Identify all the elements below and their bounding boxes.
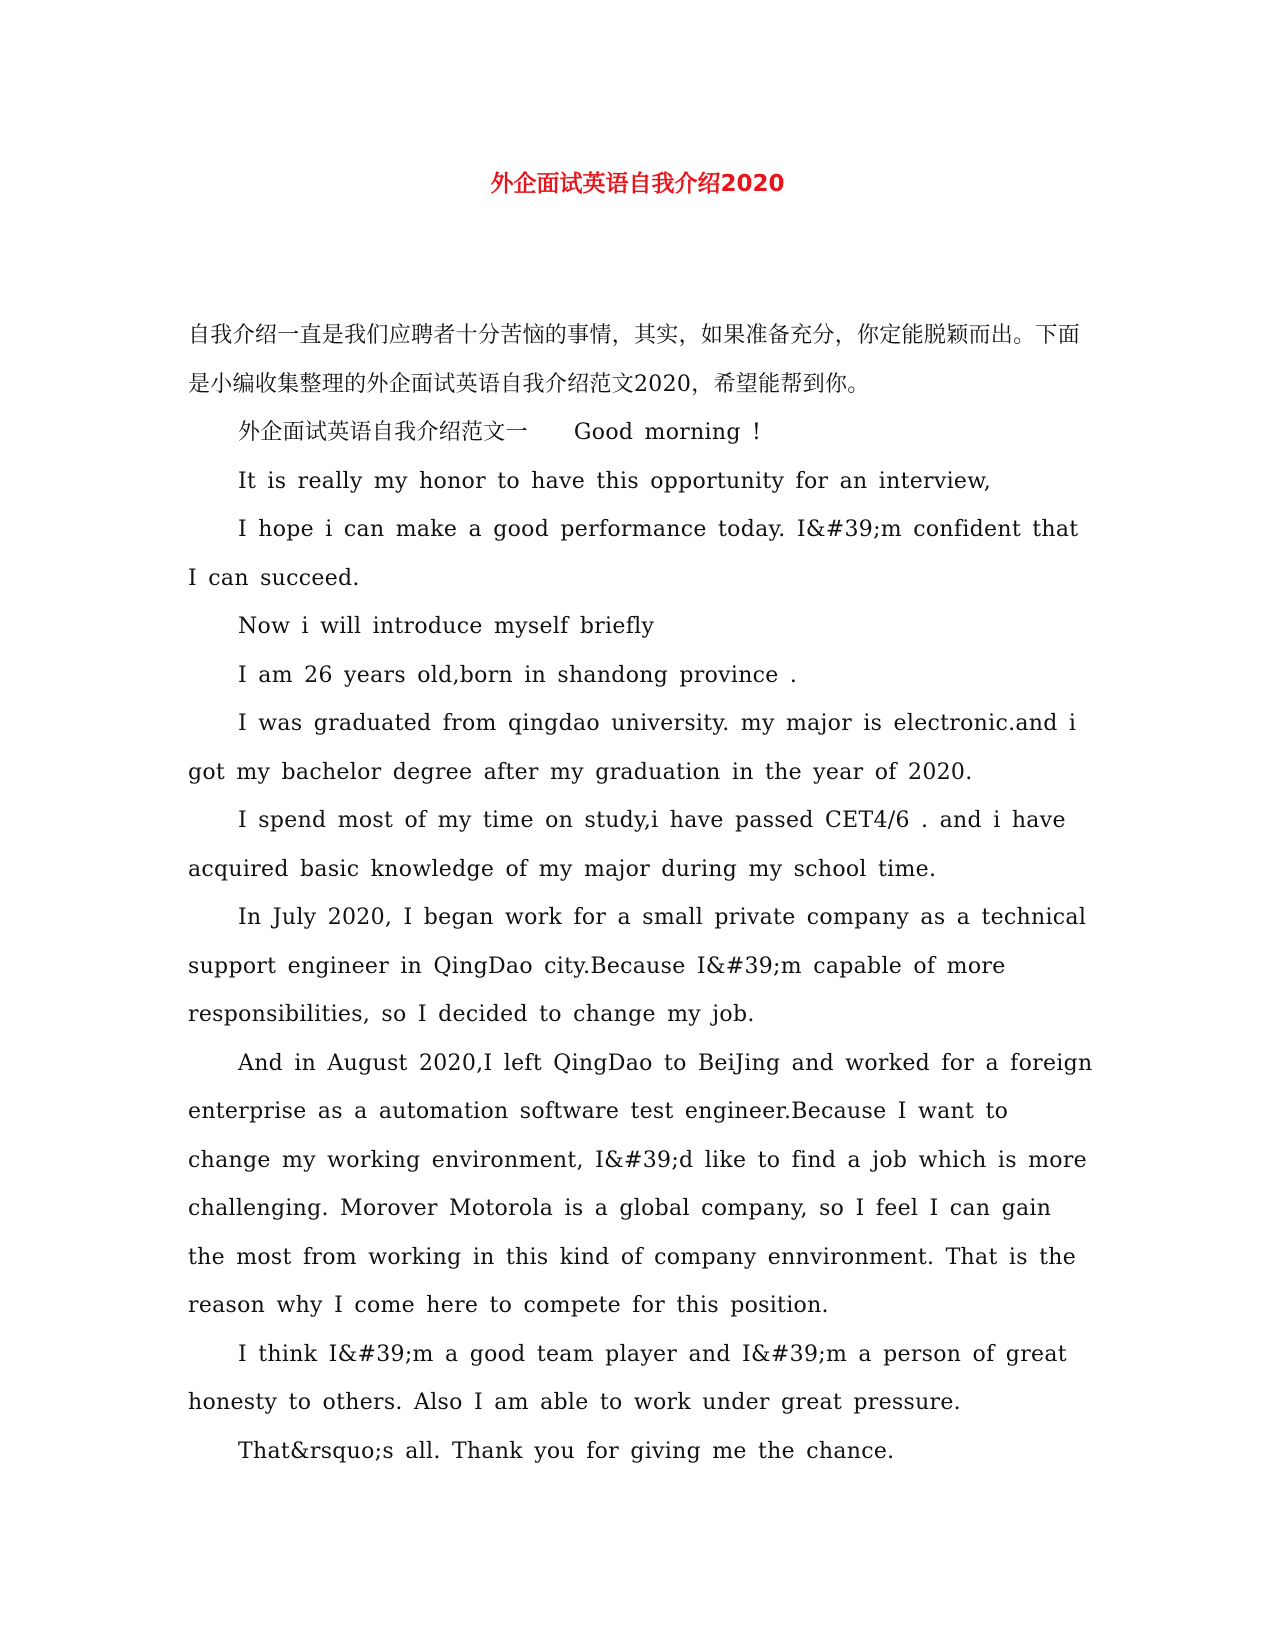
body-paragraph: I hope i can make a good performance today. I&#39;m confident that I can succeed. [188,517,1079,591]
section-heading: 外企面试英语自我介绍范文一 [238,420,528,445]
body-paragraph: That&rsquo;s all. Thank you for giving me the chance. [238,1438,895,1464]
body-paragraph: And in August 2020,I left QingDao to BeiJing and worked for a foreign enterprise as a automation software test engineer.Because I want to change my working environment, I&#39;d like to find a job which is more challenging. Morover Motorola is a global company, so I feel I can gain the most from working in this kind of company ennvironment. That is the reason why I come here to compete for this position. [188,1050,1093,1318]
document-title: 外企面试英语自我介绍2020 [490,171,785,197]
body-paragraph: I am 26 years old,born in shandong province . [238,662,798,688]
greeting: Good morning ! [573,420,762,445]
body-paragraph: It is really my honor to have this opportunity for an interview, [238,468,992,494]
document-body [188,312,1093,1476]
section-heading-line [188,409,1093,458]
intro-paragraph: 自我介绍一直是我们应聘者十分苦恼的事情，其实，如果准备充分，你定能脱颖而出。下面是小编收集整理的外企面试英语自我介绍范文2020，希望能帮到你。 [188,323,1081,397]
body-paragraph: Now i will introduce myself briefly [238,614,655,639]
body-paragraph: I was graduated from qingdao university. my major is electronic.and i got my bachelor degree after my graduation in the year of 2020. [188,711,1077,785]
body-paragraph: I spend most of my time on study,i have passed CET4/6 . and i have acquired basic knowledge of my major during my school time. [188,808,1066,882]
body-paragraph: In July 2020, I began work for a small private company as a technical support engineer in QingDao city.Because I&#39;m capable of more responsibilities, so I decided to change my job. [188,905,1087,1027]
body-paragraph: I think I&#39;m a good team player and I&#39;m a person of great honesty to others. Also I am able to work under great pressure. [188,1341,1067,1415]
